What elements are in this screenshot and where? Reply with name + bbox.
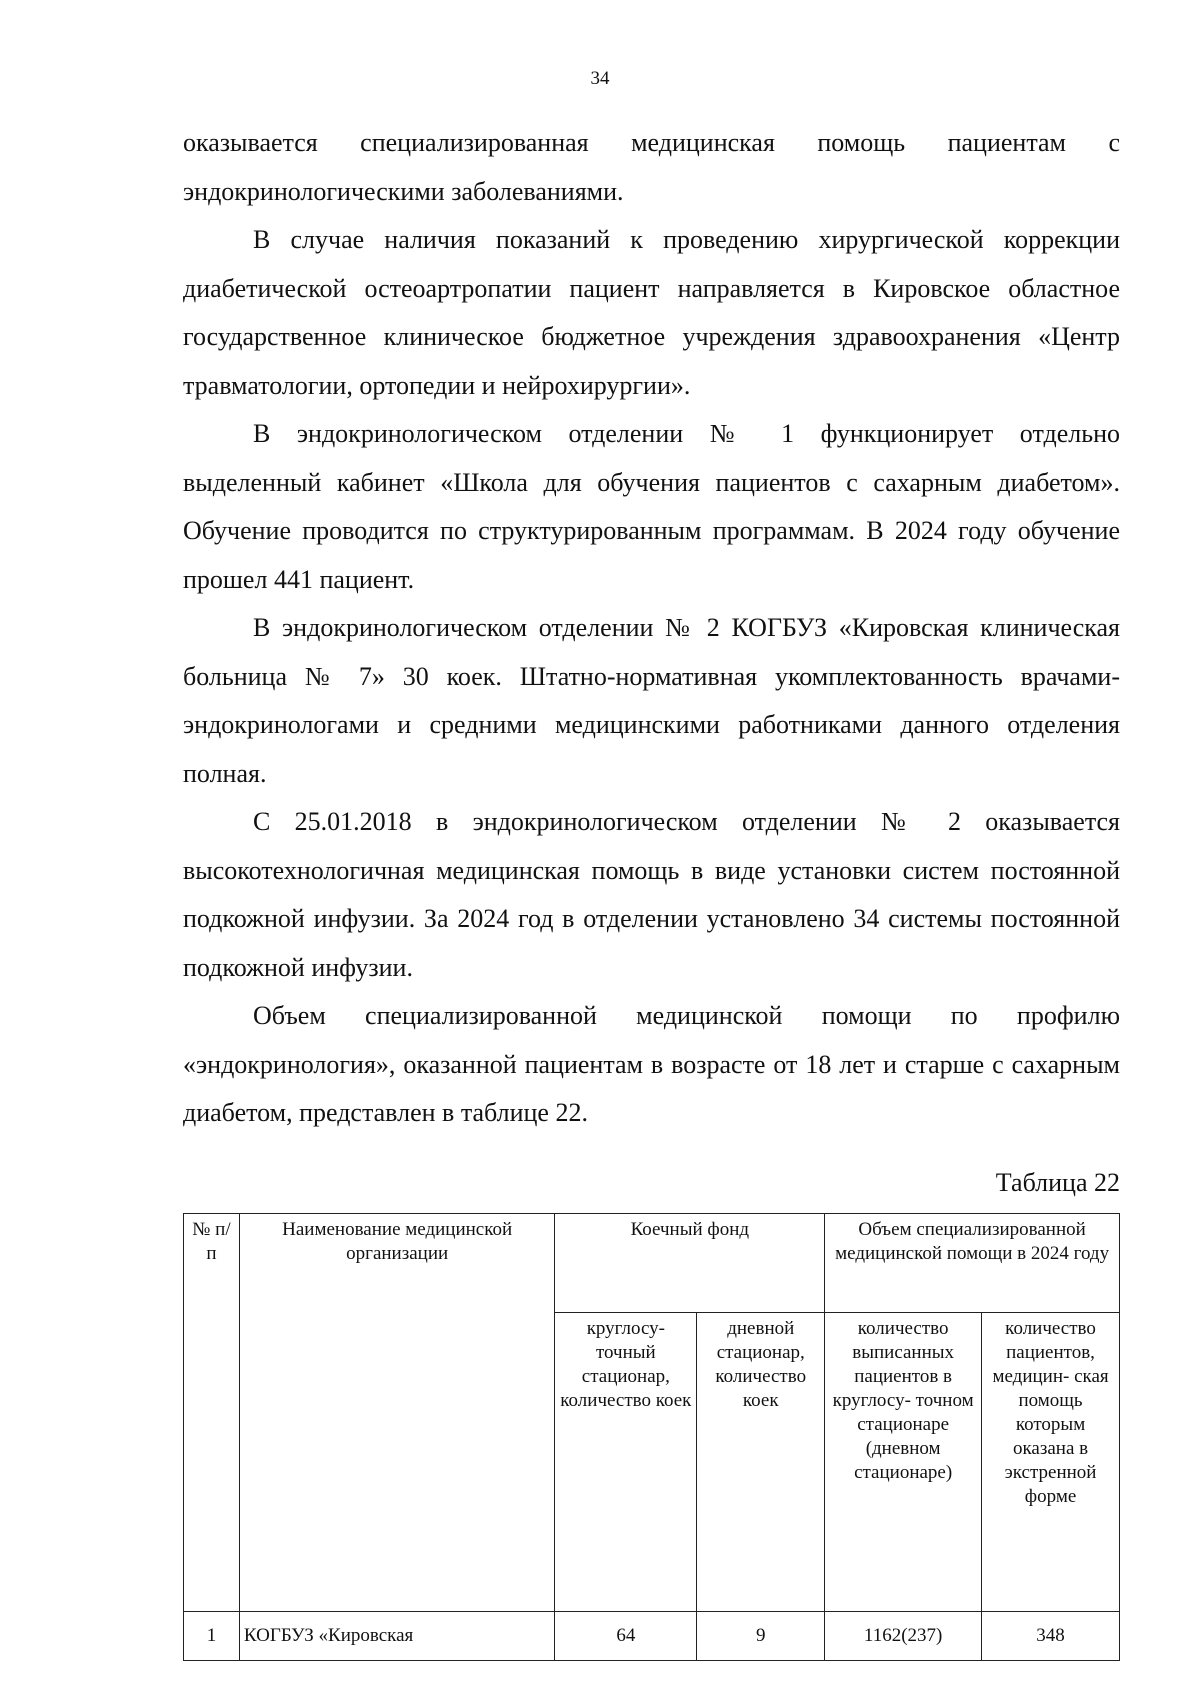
paragraph-5: С 25.01.2018 в эндокринологическом отделении № 2 оказывается высокотехнологичная медицинская помощь в виде установки систем постоянной подкожной инфузии. За 2024 год в отделении установлено 34 системы постоянной подкожной инфузии. (183, 807, 1120, 982)
cell-round-clock: 64 (555, 1612, 697, 1661)
header-round-clock: круглосу- точный стационар, количество коек (555, 1313, 697, 1612)
paragraph-4: В эндокринологическом отделении № 2 КОГБУЗ «Кировская клиническая больница № 7» 30 коек. Штатно-нормативная укомплектованность врачами-эндокринологами и средними медицинскими работниками данного отделения полная. (183, 613, 1120, 788)
cell-day-hospital: 9 (697, 1612, 825, 1661)
header-org: Наименование медицинской организации (239, 1214, 554, 1612)
cell-org: КОГБУЗ «Кировская (239, 1612, 554, 1661)
paragraph-6: Объем специализированной медицинской помощи по профилю «эндокринология», оказанной пациентам в возрасте от 18 лет и старше с сахарным диабетом, представлен в таблице 22. (183, 1001, 1120, 1127)
paragraph-1: оказывается специализированная медицинская помощь пациентам с эндокринологическими заболеваниями. (183, 128, 1120, 206)
header-discharged: количество выписанных пациентов в круглосу- точном стационаре (дневном стационаре) (825, 1313, 982, 1612)
header-num: № п/п (184, 1214, 240, 1612)
body-text (183, 119, 1120, 1138)
header-day-hospital: дневной стационар, количество коек (697, 1313, 825, 1612)
paragraph-3: В эндокринологическом отделении № 1 функционирует отдельно выделенный кабинет «Школа для обучения пациентов с сахарным диабетом». Обучение проводится по структурированным программам. В 2024 году обучение прошел 441 пациент. (183, 419, 1120, 594)
table-header-row-1 (184, 1214, 1120, 1313)
header-emergency: количество пациентов, медицин- ская помощь которым оказана в экстренной форме (982, 1313, 1120, 1612)
header-volume: Объем специализированной медицинской помощи в 2024 году (825, 1214, 1120, 1313)
page-number: 34 (590, 68, 610, 89)
paragraph-2: В случае наличия показаний к проведению хирургической коррекции диабетической остеоартропатии пациент направляется в Кировское областное государственное клиническое бюджетное учреждения здравоохранения «Центр травматологии, ортопедии и нейрохирургии». (183, 225, 1120, 400)
table-row (184, 1612, 1120, 1661)
cell-emergency: 348 (982, 1612, 1120, 1661)
cell-discharged: 1162(237) (825, 1612, 982, 1661)
header-bed-fund: Коечный фонд (555, 1214, 825, 1313)
cell-num: 1 (184, 1612, 240, 1661)
data-table (183, 1213, 1120, 1661)
table-caption: Таблица 22 (995, 1168, 1120, 1197)
